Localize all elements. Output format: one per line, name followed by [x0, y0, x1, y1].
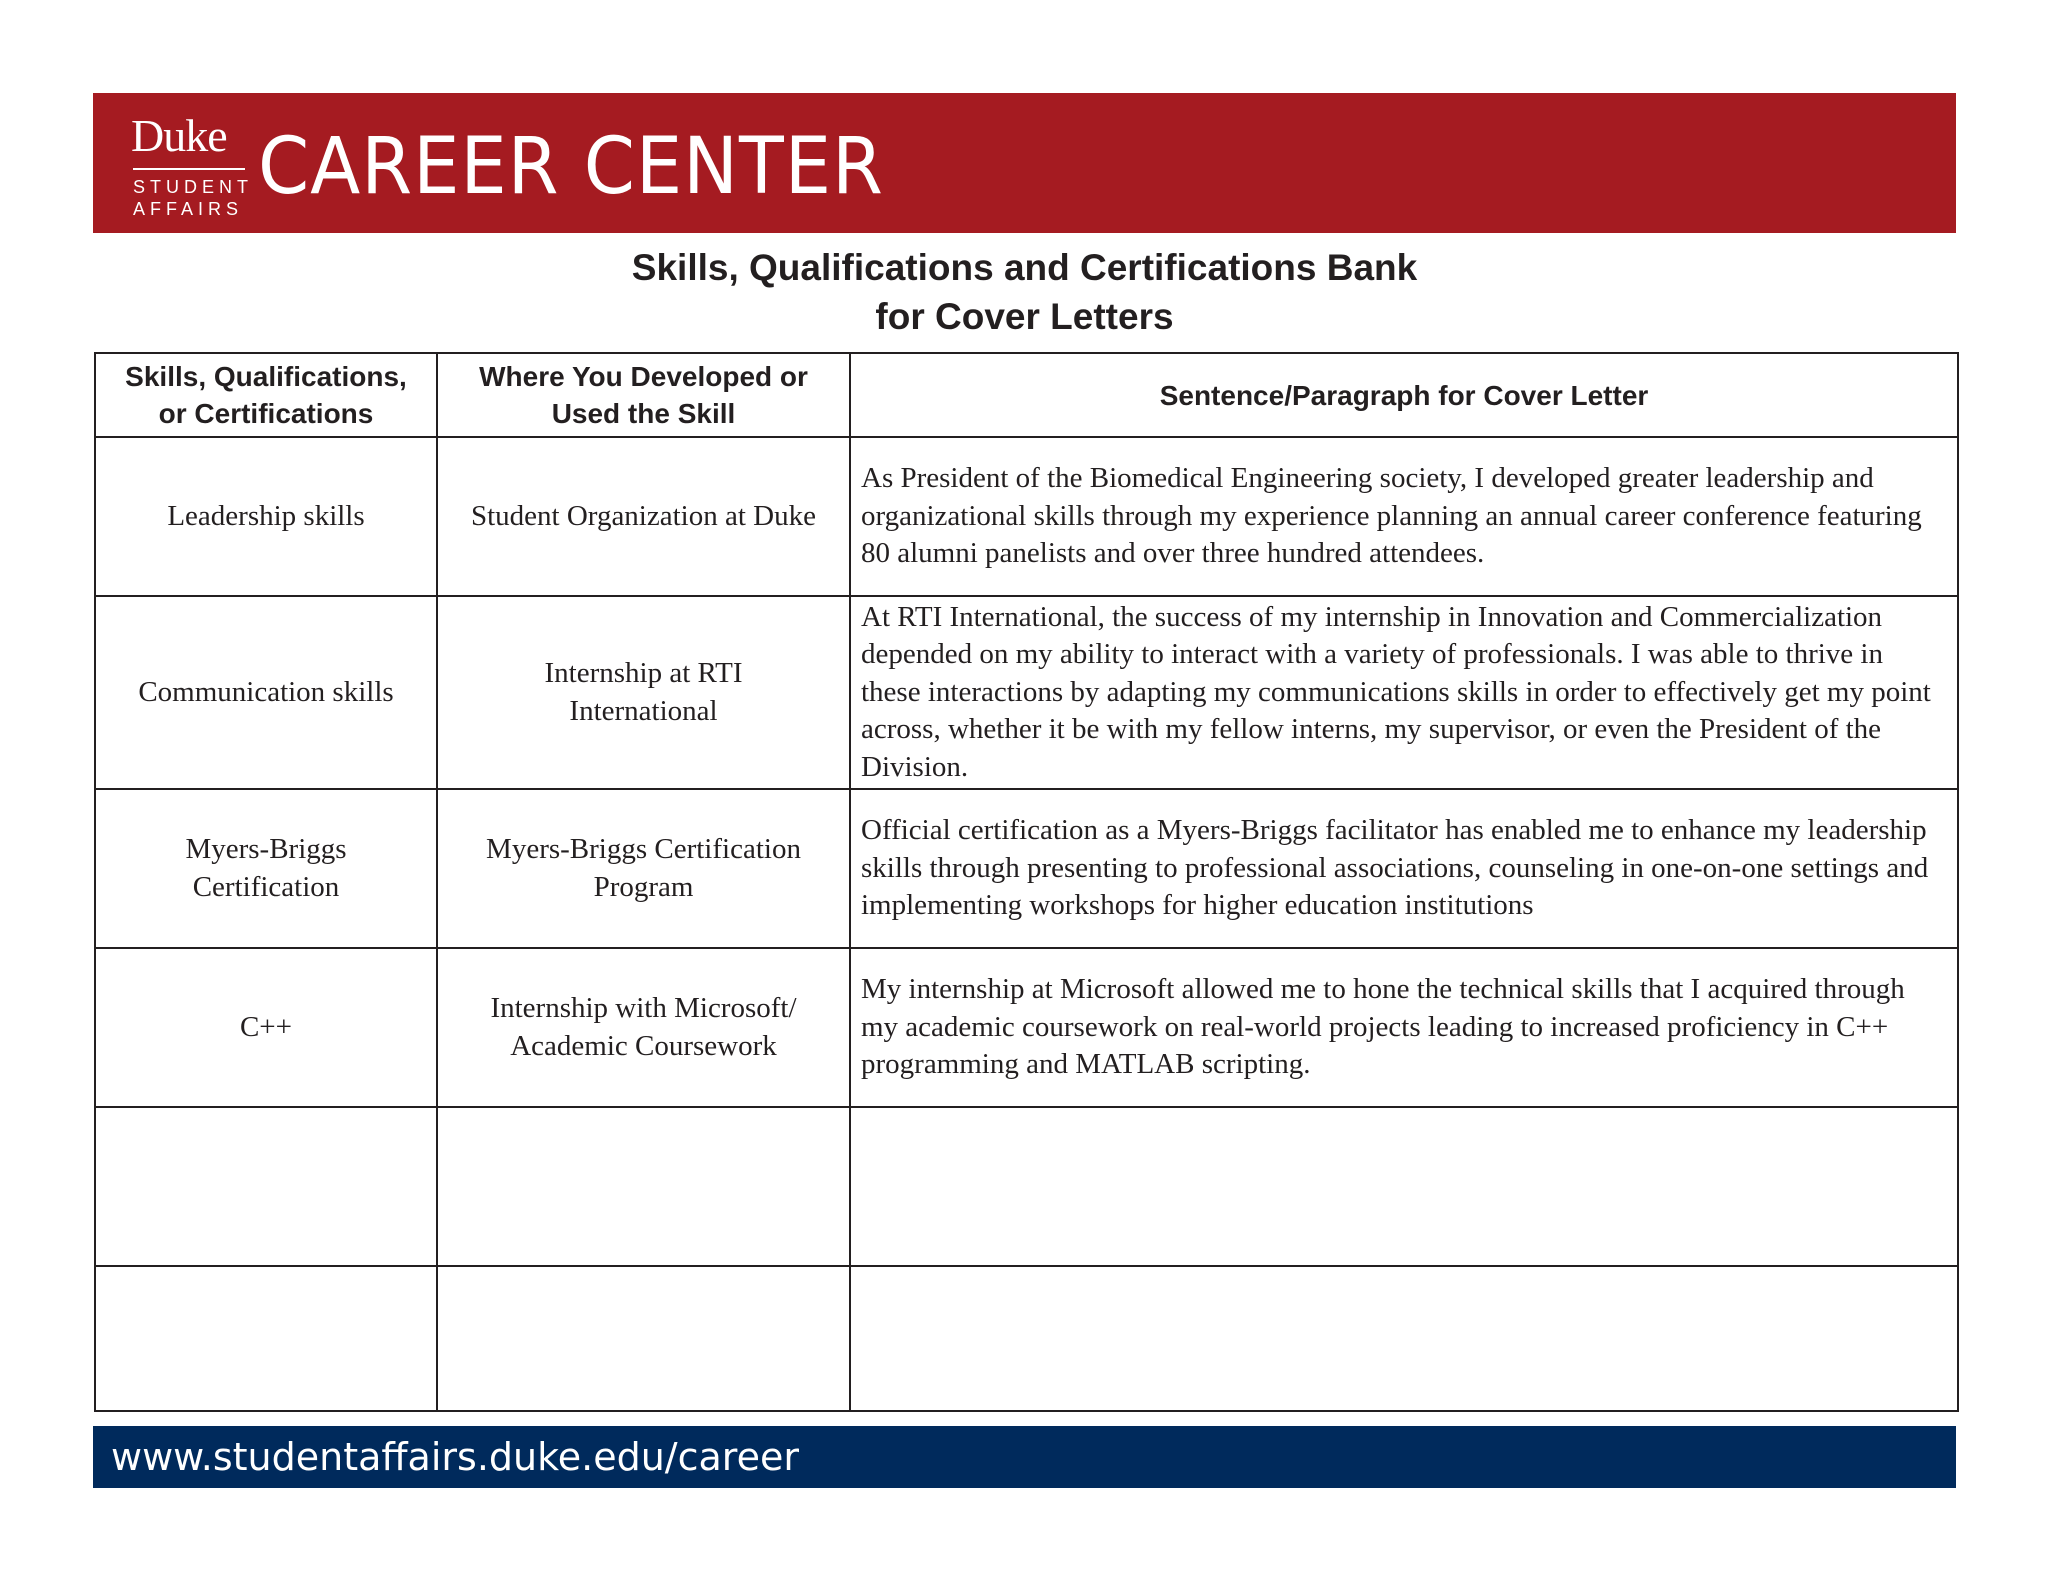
sentence-cell — [850, 1266, 1958, 1411]
where-cell-text: Myers-Briggs Certification Program — [486, 833, 801, 903]
header-banner — [93, 93, 1956, 233]
column-header-where-label: Where You Developed or Used the Skill — [479, 361, 808, 429]
column-header-sentence: Sentence/Paragraph for Cover Letter — [850, 353, 1958, 437]
table-row — [95, 789, 1958, 948]
document-title — [93, 243, 1956, 341]
skill-cell: Communication skills — [95, 596, 437, 789]
where-cell: Student Organization at Duke — [437, 437, 850, 596]
table-row — [95, 437, 1958, 596]
logo-divider — [133, 168, 245, 170]
skill-cell-text: Myers-Briggs Certification — [185, 833, 347, 903]
document-title-line-2: for Cover Letters — [875, 296, 1174, 337]
table-row — [95, 596, 1958, 789]
sentence-cell: Official certification as a Myers-Briggs facilitator has enabled me to enhance my leadership skills through presenting to professional associations, counseling in one-on-one settings and implementing workshops for higher education institutions — [850, 789, 1958, 948]
table-header-row — [95, 353, 1958, 437]
table-row — [95, 1266, 1958, 1411]
career-center-title: CAREER CENTER — [258, 122, 884, 212]
where-cell-text: Internship at RTI International — [544, 657, 743, 727]
skill-cell: Leadership skills — [95, 437, 437, 596]
skill-cell — [95, 1266, 437, 1411]
table-row — [95, 948, 1958, 1107]
where-cell — [437, 948, 850, 1107]
logo-duke-wordmark: Duke — [131, 110, 227, 161]
footer-bar — [93, 1426, 1956, 1488]
where-cell — [437, 1266, 850, 1411]
sentence-cell: At RTI International, the success of my internship in Innovation and Commercialization depended on my ability to interact with a variety of professionals. I was able to thrive in these interactions by adapting my communications skills in order to effectively get my point across, whether it be with my fellow interns, my supervisor, or even the President of the Division. — [850, 596, 1958, 789]
footer-url-link[interactable]: www.studentaffairs.duke.edu/career — [111, 1435, 799, 1479]
skill-cell — [95, 789, 437, 948]
document-title-line-1: Skills, Qualifications and Certifications Bank — [631, 247, 1418, 288]
duke-student-affairs-logo — [131, 111, 251, 221]
where-cell — [437, 1107, 850, 1266]
table-row — [95, 1107, 1958, 1266]
sentence-cell — [850, 1107, 1958, 1266]
sentence-cell: As President of the Biomedical Engineering society, I developed greater leadership and organizational skills through my experience planning an annual career conference featuring 80 alumni panelists and over three hundred attendees. — [850, 437, 1958, 596]
sentence-cell: My internship at Microsoft allowed me to hone the technical skills that I acquired through my academic coursework on real-world projects leading to increased proficiency in C++ programming and MATLAB scripting. — [850, 948, 1958, 1107]
logo-affairs-text: AFFAIRS — [133, 199, 244, 219]
skill-cell: C++ — [95, 948, 437, 1107]
column-header-skills — [95, 353, 437, 437]
logo-student-text: STUDENT — [133, 177, 253, 197]
skill-cell — [95, 1107, 437, 1266]
where-cell — [437, 596, 850, 789]
column-header-skills-label: Skills, Qualifications, or Certifications — [125, 361, 407, 429]
column-header-where — [437, 353, 850, 437]
skills-bank-table — [94, 352, 1959, 1412]
where-cell-text: Internship with Microsoft/ Academic Coursework — [490, 992, 797, 1062]
where-cell — [437, 789, 850, 948]
